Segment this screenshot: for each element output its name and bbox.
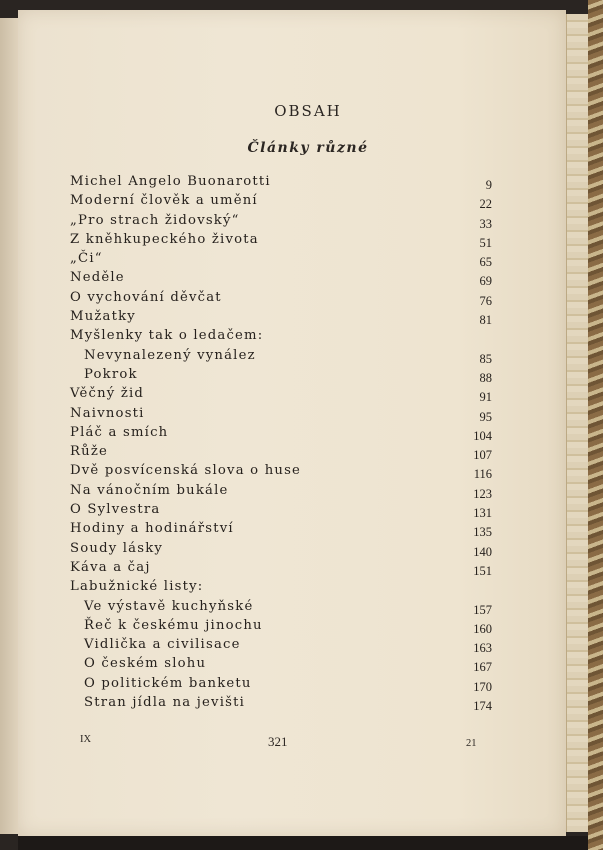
toc-entry (18, 521, 566, 540)
page-edges (566, 14, 589, 832)
toc-entry-title: Věčný žid (70, 386, 145, 402)
toc-entry (18, 483, 566, 502)
toc-entry-page: 88 (479, 370, 492, 385)
toc-entry-page: 104 (473, 428, 492, 443)
toc-entry-page: 85 (479, 351, 492, 366)
toc-entry (18, 541, 566, 560)
toc-entry (18, 386, 566, 405)
toc-entry-page: 33 (479, 216, 492, 231)
toc-entry (18, 270, 566, 289)
toc-entry-title: „Či“ (70, 251, 103, 267)
toc-entry-title: Myšlenky tak o ledačem: (70, 328, 264, 344)
toc-entry-page: 174 (473, 699, 492, 714)
toc-entry (18, 656, 566, 675)
toc-entry-page: 65 (479, 255, 492, 270)
toc-entry-title: Pokrok (84, 366, 138, 382)
toc-entry-title: Na vánočním bukále (70, 482, 229, 498)
book-page (18, 10, 566, 836)
toc-entry-page: 170 (473, 679, 492, 694)
footer-signature-number: 21 (466, 738, 477, 749)
toc-entry-page: 107 (473, 448, 492, 463)
toc-entry-title: O Sylvestra (70, 502, 161, 518)
toc-entry (18, 348, 566, 367)
toc-group-heading (18, 579, 566, 598)
toc-entry (18, 213, 566, 232)
toc-entry-page: 151 (473, 563, 492, 578)
toc-entry-page: 131 (473, 506, 492, 521)
toc-entry-title: „Pro strach židovský“ (70, 212, 240, 228)
page-title: OBSAH (274, 102, 342, 120)
toc-group-heading (18, 328, 566, 347)
toc-entry-title: Stran jídla na jevišti (84, 695, 245, 711)
toc-entry-title: O politickém banketu (84, 675, 252, 691)
toc-entry-title: Neděle (70, 270, 125, 286)
toc-entry-title: Nevynalezený vynález (84, 347, 256, 363)
toc-entry-title: Hodiny a hodinářství (70, 521, 234, 537)
toc-entry-page: 22 (479, 197, 492, 212)
toc-entry-title: O vychování děvčat (70, 289, 222, 305)
toc-entry-page: 160 (473, 621, 492, 636)
table-of-contents (18, 174, 566, 714)
toc-entry (18, 193, 566, 212)
toc-entry (18, 406, 566, 425)
toc-entry-page: 9 (485, 178, 492, 192)
toc-entry-title: Růže (70, 444, 108, 460)
toc-entry (18, 618, 566, 637)
toc-entry-page: 116 (473, 467, 492, 482)
toc-entry-page: 140 (473, 544, 492, 559)
toc-entry-title: Z kněhkupeckého života (70, 231, 259, 247)
toc-entry (18, 232, 566, 251)
toc-entry-title: Dvě posvícenská slova o huse (70, 463, 302, 479)
book-cover-edge (588, 0, 603, 850)
toc-entry-title: Labužnické listy: (70, 579, 204, 595)
toc-entry-page: 123 (473, 486, 492, 501)
toc-entry-page: 91 (479, 390, 492, 405)
footer-page-number: 321 (268, 734, 288, 749)
toc-entry (18, 251, 566, 270)
toc-entry-title: Pláč a smích (70, 424, 169, 440)
toc-entry (18, 599, 566, 618)
toc-entry (18, 425, 566, 444)
toc-entry-title: Vidlička a civilisace (84, 637, 241, 653)
toc-entry-page: 76 (479, 293, 492, 308)
footer-signature-roman: IX (80, 734, 92, 745)
toc-entry-title: Naivnosti (70, 405, 145, 421)
toc-entry (18, 637, 566, 656)
toc-entry (18, 676, 566, 695)
toc-entry-page: 167 (473, 660, 492, 675)
toc-entry-title: O českém slohu (84, 656, 207, 672)
section-title: Články různé (247, 140, 369, 156)
toc-entry-title: Řeč k českému jinochu (84, 617, 263, 633)
toc-entry (18, 444, 566, 463)
toc-entry-title: Moderní člověk a umění (70, 193, 258, 209)
toc-entry (18, 560, 566, 579)
toc-entry-page: 157 (473, 602, 492, 617)
toc-entry-page: 51 (479, 235, 492, 250)
toc-entry (18, 290, 566, 309)
toc-entry-page: 95 (479, 409, 492, 424)
toc-entry (18, 174, 566, 193)
toc-entry-title: Michel Angelo Buonarotti (70, 174, 271, 189)
toc-entry (18, 367, 566, 386)
toc-entry-page: 69 (479, 274, 492, 289)
toc-entry-page: 81 (479, 313, 492, 328)
toc-entry (18, 695, 566, 714)
toc-entry (18, 502, 566, 521)
toc-entry (18, 309, 566, 328)
toc-entry-title: Soudy lásky (70, 540, 164, 556)
toc-entry-page: 135 (473, 525, 492, 540)
toc-entry-title: Ve výstavě kuchyňské (84, 598, 254, 614)
toc-entry (18, 463, 566, 482)
bottom-shadow (18, 836, 588, 850)
toc-entry-page: 163 (473, 641, 492, 656)
toc-entry-title: Mužatky (70, 309, 136, 325)
toc-entry-title: Káva a čaj (70, 559, 151, 575)
